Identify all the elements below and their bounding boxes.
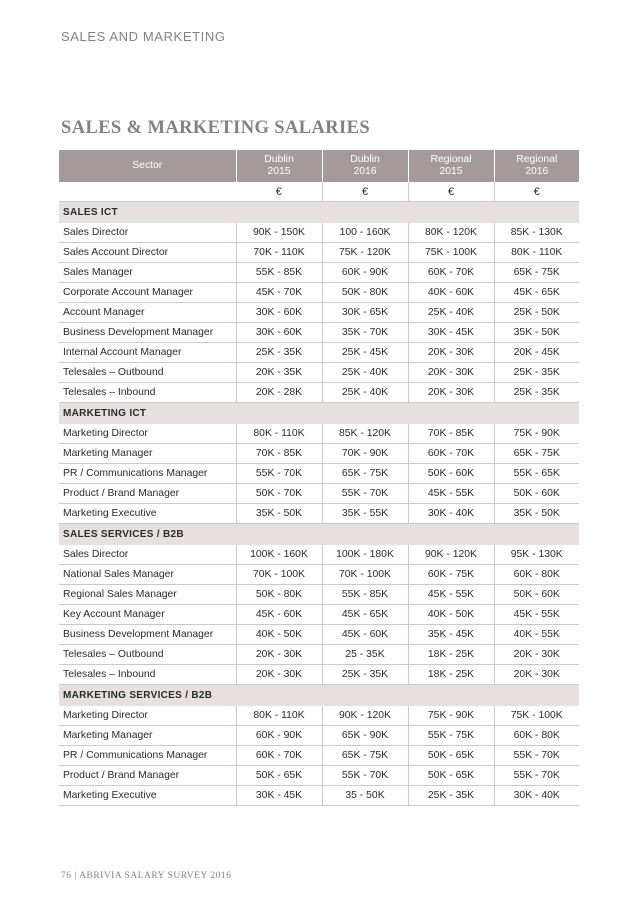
table-row [59, 424, 579, 444]
job-title-cell: Product / Brand Manager [59, 766, 236, 786]
salary-range-cell: 85K - 120K [322, 424, 408, 444]
column-header-regional-2016: Regional 2016 [494, 150, 579, 182]
salary-range-cell: 30K - 60K [236, 323, 322, 343]
table-row [59, 645, 579, 665]
salary-range-cell: 35K - 50K [494, 323, 579, 343]
salary-range-cell: 35K - 70K [322, 323, 408, 343]
salary-range-cell: 30K - 45K [236, 786, 322, 806]
table-row [59, 444, 579, 464]
currency-cell: € [236, 182, 322, 202]
currency-cell: € [494, 182, 579, 202]
salary-range-cell: 25K - 35K [494, 363, 579, 383]
salary-range-cell: 55K - 85K [322, 585, 408, 605]
salary-range-cell: 25K - 40K [322, 363, 408, 383]
salary-range-cell: 25K - 50K [494, 303, 579, 323]
salary-range-cell: 90K - 150K [236, 223, 322, 243]
job-title-cell: Sales Director [59, 223, 236, 243]
page-footer: 76 | ABRIVIA SALARY SURVEY 2016 [61, 871, 232, 881]
job-title-cell: Telesales – Outbound [59, 645, 236, 665]
salary-range-cell: 75K - 120K [322, 243, 408, 263]
job-title-cell: Business Development Manager [59, 323, 236, 343]
salary-range-cell: 40K - 55K [494, 625, 579, 645]
job-title-cell: Internal Account Manager [59, 343, 236, 363]
job-title-cell: Telesales – Inbound [59, 665, 236, 685]
salary-range-cell: 90K - 120K [408, 545, 494, 565]
salary-range-cell: 20K - 45K [494, 343, 579, 363]
salary-range-cell: 70K - 90K [322, 444, 408, 464]
salary-range-cell: 50K - 60K [494, 484, 579, 504]
job-title-cell: Sales Director [59, 545, 236, 565]
section-title: MARKETING SERVICES / B2B [59, 685, 579, 707]
salary-table [59, 150, 579, 806]
salary-range-cell: 85K - 130K [494, 223, 579, 243]
salary-range-cell: 20K - 30K [408, 383, 494, 403]
currency-row [59, 182, 579, 202]
salary-range-cell: 80K - 110K [236, 424, 322, 444]
salary-range-cell: 75K - 90K [494, 424, 579, 444]
section-title: SALES ICT [59, 202, 579, 224]
salary-range-cell: 65K - 75K [494, 263, 579, 283]
table-row [59, 243, 579, 263]
salary-range-cell: 70K - 110K [236, 243, 322, 263]
salary-range-cell: 70K - 85K [236, 444, 322, 464]
salary-range-cell: 55K - 70K [494, 766, 579, 786]
table-row [59, 464, 579, 484]
salary-range-cell: 18K - 25K [408, 645, 494, 665]
job-title-cell: Corporate Account Manager [59, 283, 236, 303]
job-title-cell: Marketing Executive [59, 504, 236, 524]
table-row [59, 343, 579, 363]
salary-range-cell: 18K - 25K [408, 665, 494, 685]
salary-range-cell: 45K - 55K [408, 484, 494, 504]
salary-range-cell: 25 - 35K [322, 645, 408, 665]
job-title-cell: Sales Manager [59, 263, 236, 283]
salary-range-cell: 35K - 45K [408, 625, 494, 645]
table-row [59, 283, 579, 303]
table-row [59, 585, 579, 605]
column-header-dublin-2016: Dublin 2016 [322, 150, 408, 182]
job-title-cell: Key Account Manager [59, 605, 236, 625]
salary-range-cell: 75K - 90K [408, 706, 494, 726]
job-title-cell: Marketing Director [59, 424, 236, 444]
salary-range-cell: 80K - 120K [408, 223, 494, 243]
column-header-sector: Sector [59, 150, 236, 182]
salary-range-cell: 20K - 30K [494, 665, 579, 685]
table-row [59, 363, 579, 383]
salary-range-cell: 55K - 70K [494, 746, 579, 766]
salary-range-cell: 55K - 65K [494, 464, 579, 484]
section-title: MARKETING ICT [59, 403, 579, 425]
salary-range-cell: 20K - 30K [494, 645, 579, 665]
currency-cell-blank [59, 182, 236, 202]
salary-range-cell: 75K - 100K [408, 243, 494, 263]
table-row [59, 786, 579, 806]
salary-range-cell: 20K - 35K [236, 363, 322, 383]
section-header-row [59, 202, 579, 224]
salary-range-cell: 30K - 60K [236, 303, 322, 323]
salary-range-cell: 60K - 70K [236, 746, 322, 766]
job-title-cell: PR / Communications Manager [59, 464, 236, 484]
salary-range-cell: 65K - 75K [322, 746, 408, 766]
table-row [59, 383, 579, 403]
salary-range-cell: 20K - 28K [236, 383, 322, 403]
currency-cell: € [408, 182, 494, 202]
job-title-cell: Sales Account Director [59, 243, 236, 263]
salary-range-cell: 35K - 50K [494, 504, 579, 524]
salary-range-cell: 25K - 40K [322, 383, 408, 403]
salary-range-cell: 100 - 160K [322, 223, 408, 243]
section-header-row [59, 524, 579, 546]
section-title: SALES SERVICES / B2B [59, 524, 579, 546]
table-row [59, 726, 579, 746]
salary-range-cell: 45K - 65K [494, 283, 579, 303]
salary-range-cell: 20K - 30K [408, 343, 494, 363]
salary-range-cell: 60K - 75K [408, 565, 494, 585]
table-row [59, 323, 579, 343]
table-row [59, 766, 579, 786]
section-header-label: SALES AND MARKETING [61, 29, 226, 44]
salary-range-cell: 35K - 55K [322, 504, 408, 524]
salary-range-cell: 55K - 85K [236, 263, 322, 283]
job-title-cell: National Sales Manager [59, 565, 236, 585]
salary-range-cell: 70K - 100K [322, 565, 408, 585]
salary-range-cell: 50K - 65K [408, 766, 494, 786]
table-row [59, 746, 579, 766]
table-row [59, 504, 579, 524]
salary-range-cell: 20K - 30K [236, 665, 322, 685]
salary-range-cell: 30K - 40K [408, 504, 494, 524]
salary-range-cell: 60K - 90K [322, 263, 408, 283]
job-title-cell: Marketing Executive [59, 786, 236, 806]
salary-range-cell: 60K - 80K [494, 565, 579, 585]
section-header-row [59, 403, 579, 425]
salary-range-cell: 25K - 35K [236, 343, 322, 363]
page-title: SALES & MARKETING SALARIES [61, 118, 371, 138]
table-row [59, 484, 579, 504]
salary-range-cell: 80K - 110K [236, 706, 322, 726]
salary-range-cell: 45K - 55K [494, 605, 579, 625]
salary-range-cell: 20K - 30K [236, 645, 322, 665]
salary-range-cell: 50K - 80K [236, 585, 322, 605]
salary-range-cell: 30K - 45K [408, 323, 494, 343]
job-title-cell: Account Manager [59, 303, 236, 323]
job-title-cell: Marketing Manager [59, 726, 236, 746]
job-title-cell: Telesales – Outbound [59, 363, 236, 383]
salary-range-cell: 60K - 70K [408, 263, 494, 283]
salary-range-cell: 70K - 85K [408, 424, 494, 444]
salary-range-cell: 95K - 130K [494, 545, 579, 565]
job-title-cell: Product / Brand Manager [59, 484, 236, 504]
currency-cell: € [322, 182, 408, 202]
salary-range-cell: 70K - 100K [236, 565, 322, 585]
table-row [59, 263, 579, 283]
salary-range-cell: 55K - 75K [408, 726, 494, 746]
job-title-cell: Marketing Manager [59, 444, 236, 464]
salary-range-cell: 45K - 65K [322, 605, 408, 625]
salary-range-cell: 45K - 60K [236, 605, 322, 625]
salary-range-cell: 20K - 30K [408, 363, 494, 383]
salary-range-cell: 65K - 75K [322, 464, 408, 484]
salary-range-cell: 55K - 70K [322, 484, 408, 504]
salary-range-cell: 100K - 180K [322, 545, 408, 565]
salary-range-cell: 40K - 50K [408, 605, 494, 625]
column-header-dublin-2015: Dublin 2015 [236, 150, 322, 182]
salary-range-cell: 50K - 60K [494, 585, 579, 605]
salary-range-cell: 60K - 70K [408, 444, 494, 464]
job-title-cell: Business Development Manager [59, 625, 236, 645]
salary-range-cell: 60K - 90K [236, 726, 322, 746]
table-row [59, 223, 579, 243]
table-header-row [59, 150, 579, 182]
salary-range-cell: 25K - 35K [494, 383, 579, 403]
salary-range-cell: 25K - 40K [408, 303, 494, 323]
table-row [59, 625, 579, 645]
job-title-cell: Marketing Director [59, 706, 236, 726]
table-row [59, 605, 579, 625]
salary-range-cell: 45K - 70K [236, 283, 322, 303]
salary-range-cell: 30K - 65K [322, 303, 408, 323]
salary-range-cell: 50K - 70K [236, 484, 322, 504]
salary-range-cell: 100K - 160K [236, 545, 322, 565]
salary-range-cell: 65K - 90K [322, 726, 408, 746]
salary-range-cell: 50K - 65K [408, 746, 494, 766]
column-header-regional-2015: Regional 2015 [408, 150, 494, 182]
job-title-cell: PR / Communications Manager [59, 746, 236, 766]
salary-range-cell: 65K - 75K [494, 444, 579, 464]
salary-range-cell: 50K - 80K [322, 283, 408, 303]
salary-range-cell: 25K - 35K [408, 786, 494, 806]
salary-range-cell: 90K - 120K [322, 706, 408, 726]
salary-range-cell: 75K - 100K [494, 706, 579, 726]
salary-range-cell: 35K - 50K [236, 504, 322, 524]
table-row [59, 665, 579, 685]
salary-range-cell: 80K - 110K [494, 243, 579, 263]
salary-range-cell: 40K - 60K [408, 283, 494, 303]
salary-range-cell: 40K - 50K [236, 625, 322, 645]
salary-range-cell: 25K - 45K [322, 343, 408, 363]
section-header-row [59, 685, 579, 707]
table-row [59, 303, 579, 323]
table-row [59, 545, 579, 565]
salary-range-cell: 45K - 55K [408, 585, 494, 605]
job-title-cell: Regional Sales Manager [59, 585, 236, 605]
salary-range-cell: 50K - 65K [236, 766, 322, 786]
table-row [59, 565, 579, 585]
salary-range-cell: 45K - 60K [322, 625, 408, 645]
salary-range-cell: 55K - 70K [236, 464, 322, 484]
table-row [59, 706, 579, 726]
job-title-cell: Telesales – Inbound [59, 383, 236, 403]
salary-range-cell: 55K - 70K [322, 766, 408, 786]
salary-range-cell: 30K - 40K [494, 786, 579, 806]
salary-range-cell: 50K - 60K [408, 464, 494, 484]
salary-range-cell: 25K - 35K [322, 665, 408, 685]
salary-range-cell: 35 - 50K [322, 786, 408, 806]
salary-range-cell: 60K - 80K [494, 726, 579, 746]
